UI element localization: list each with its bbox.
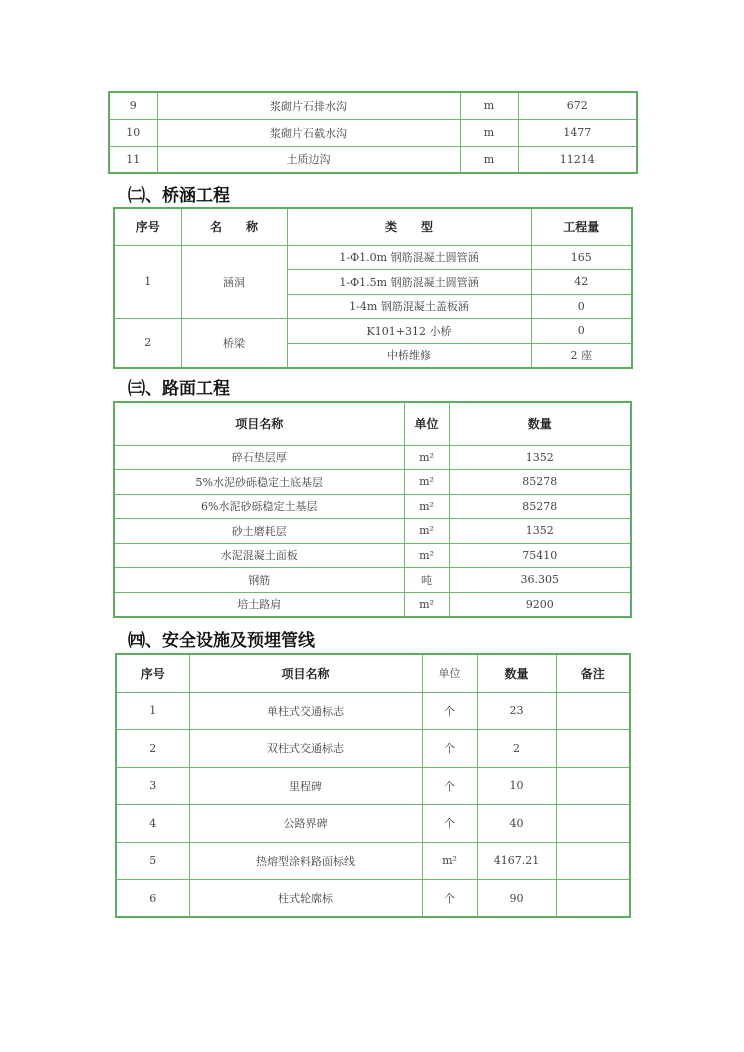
table-cell: K101+312 小桥 [287, 319, 531, 344]
table-cell: 4167.21 [477, 842, 556, 880]
column-header: 数量 [449, 402, 631, 445]
table-row [114, 470, 631, 495]
table-cell: 中桥维修 [287, 343, 531, 368]
table-cell: 涵洞 [181, 245, 287, 319]
table-cell: 吨 [404, 568, 449, 593]
table-row [114, 592, 631, 617]
table-row [109, 119, 637, 146]
column-header: 项目名称 [114, 402, 404, 445]
column-header: 工程量 [531, 208, 632, 245]
table-cell: 4 [116, 805, 189, 843]
column-header: 序号 [114, 208, 181, 245]
table-cell: 水泥混凝土面板 [114, 543, 404, 568]
table-cell: 单柱式交通标志 [189, 692, 422, 730]
table-cell: 浆砌片石排水沟 [157, 92, 460, 119]
table-cell: 75410 [449, 543, 631, 568]
column-header: 备注 [556, 654, 630, 692]
table-cell: 个 [422, 767, 477, 805]
pavement-table [113, 401, 632, 618]
table-cell: 5 [116, 842, 189, 880]
table-cell [556, 842, 630, 880]
table-cell: m² [404, 494, 449, 519]
column-header: 序号 [116, 654, 189, 692]
table-cell: 5%水泥砂砾稳定土底基层 [114, 470, 404, 495]
table-cell: m² [404, 592, 449, 617]
table-cell: m² [404, 543, 449, 568]
table-cell: 3 [116, 767, 189, 805]
column-header: 数量 [477, 654, 556, 692]
table-cell: 165 [531, 245, 632, 270]
table-row [114, 208, 632, 245]
bridges-table [113, 207, 633, 369]
table-row [109, 92, 637, 119]
table-cell: 0 [531, 294, 632, 319]
table-cell: 10 [109, 119, 157, 146]
table-row [109, 146, 637, 173]
table-cell: 1-Φ1.0m 钢筋混凝土圆管涵 [287, 245, 531, 270]
table-cell: m [460, 92, 518, 119]
table-cell: 公路界碑 [189, 805, 422, 843]
table-row [114, 519, 631, 544]
table-row [116, 730, 630, 768]
table-cell: 2 座 [531, 343, 632, 368]
table-cell: 双柱式交通标志 [189, 730, 422, 768]
column-header: 项目名称 [189, 654, 422, 692]
table-row [114, 402, 631, 445]
table-row [114, 319, 632, 344]
table-cell: m [460, 146, 518, 173]
table-cell: 1 [116, 692, 189, 730]
table-row [116, 767, 630, 805]
table-row [116, 842, 630, 880]
table-row [114, 568, 631, 593]
table-cell: 9200 [449, 592, 631, 617]
table-cell: 1352 [449, 519, 631, 544]
table-cell: m² [422, 842, 477, 880]
column-header: 单位 [422, 654, 477, 692]
table-cell: 36.305 [449, 568, 631, 593]
table-row [116, 880, 630, 918]
table-cell [556, 880, 630, 918]
table-cell [556, 730, 630, 768]
table-row [116, 805, 630, 843]
table-cell: 个 [422, 730, 477, 768]
table-cell: 23 [477, 692, 556, 730]
table-cell: 砂土磨耗层 [114, 519, 404, 544]
table-cell: m² [404, 519, 449, 544]
table-cell: 10 [477, 767, 556, 805]
table-cell: 桥梁 [181, 319, 287, 368]
section-heading-bridges: ㈡、桥涵工程 [128, 186, 230, 206]
table-cell: 1 [114, 245, 181, 319]
section-heading-pavement: ㈢、路面工程 [128, 379, 230, 399]
table-cell [556, 767, 630, 805]
table-cell: 1352 [449, 445, 631, 470]
table-cell: 2 [114, 319, 181, 368]
table-cell: 土质边沟 [157, 146, 460, 173]
table-cell: 40 [477, 805, 556, 843]
table-cell: m [460, 119, 518, 146]
table-row [114, 494, 631, 519]
table-cell: 90 [477, 880, 556, 918]
table-cell: 培土路肩 [114, 592, 404, 617]
table-cell: 42 [531, 270, 632, 295]
table-cell: 9 [109, 92, 157, 119]
table-row [116, 692, 630, 730]
column-header: 名 称 [181, 208, 287, 245]
table-cell: 672 [518, 92, 637, 119]
table-cell: 11 [109, 146, 157, 173]
table-cell: 柱式轮廓标 [189, 880, 422, 918]
table-cell: 个 [422, 880, 477, 918]
table-cell [556, 692, 630, 730]
table-cell: 里程碑 [189, 767, 422, 805]
table-row [114, 445, 631, 470]
table-cell: 0 [531, 319, 632, 344]
column-header: 类 型 [287, 208, 531, 245]
table-cell: 1-4m 钢筋混凝土盖板涵 [287, 294, 531, 319]
table-cell: 6%水泥砂砾稳定土基层 [114, 494, 404, 519]
table-row [114, 245, 632, 270]
column-header: 单位 [404, 402, 449, 445]
table-cell: 11214 [518, 146, 637, 173]
table-cell: m² [404, 470, 449, 495]
table-cell: m² [404, 445, 449, 470]
table-cell: 2 [477, 730, 556, 768]
drainage-table [108, 91, 638, 174]
table-cell: 浆砌片石截水沟 [157, 119, 460, 146]
table-cell: 个 [422, 692, 477, 730]
table-cell: 1-Φ1.5m 钢筋混凝土圆管涵 [287, 270, 531, 295]
table-cell [556, 805, 630, 843]
table-cell: 热熔型涂料路面标线 [189, 842, 422, 880]
table-cell: 85278 [449, 494, 631, 519]
table-row [116, 654, 630, 692]
section-heading-safety: ㈣、安全设施及预埋管线 [128, 631, 315, 651]
table-cell: 个 [422, 805, 477, 843]
table-cell: 2 [116, 730, 189, 768]
table-row [114, 543, 631, 568]
safety-table [115, 653, 631, 918]
table-cell: 85278 [449, 470, 631, 495]
table-cell: 6 [116, 880, 189, 918]
table-cell: 钢筋 [114, 568, 404, 593]
table-cell: 1477 [518, 119, 637, 146]
table-cell: 碎石垫层厚 [114, 445, 404, 470]
